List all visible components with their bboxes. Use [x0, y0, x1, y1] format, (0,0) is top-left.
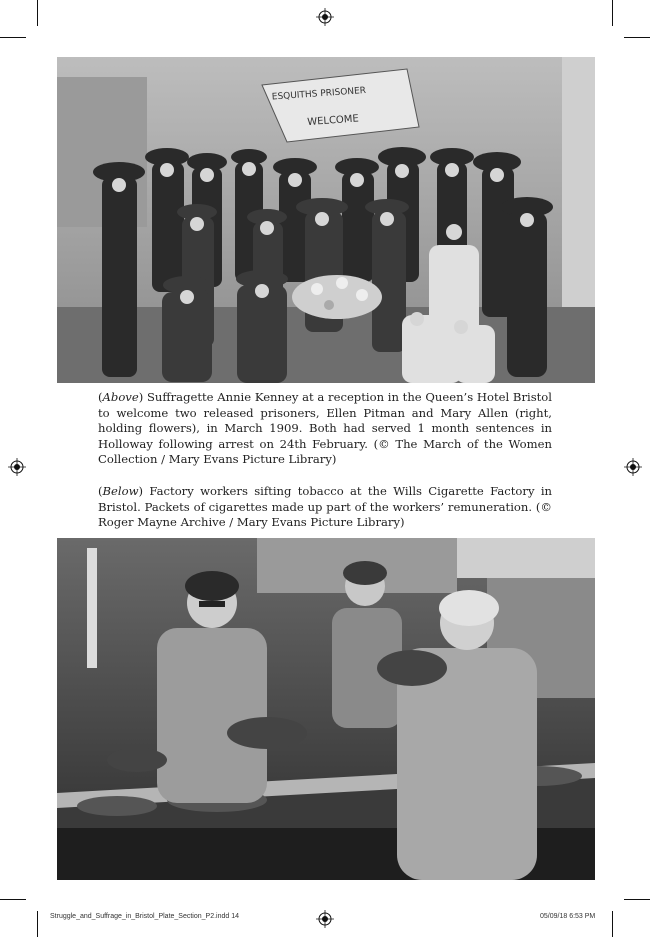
caption-above-text: Suffragette Annie Kenney at a reception in the Queen’s Hotel Bristol to welcome two released prisoners, Ellen Pitman and Mary Allen (right, holding flowers), in March 1909. Both had served 1 month sentences in Holloway following arrest on 24th February. (© The March of the Women Collection / Mary Evans Picture Library): [98, 390, 552, 467]
flower-bouquet: [292, 275, 382, 319]
slug-filename: Struggle_and_Suffrage_in_Bristol_Plate_Section_P2.indd 14: [50, 913, 240, 920]
caption-above: (Above) Suffragette Annie Kenney at a reception in the Queen’s Hotel Bristol to welcome two released prisoners, Ellen Pitman and Mary Allen (right, holding flowers), in March 1909. Both had served 1 month sentences in Holloway following arrest on 24th February. (© The March of the Women Collection / Mary Evans Picture Library): [98, 390, 552, 467]
registration-mark-left: [8, 458, 26, 476]
registration-mark-top: [316, 8, 334, 26]
caption-above-lead: Above: [102, 390, 139, 404]
caption-below: (Below) Factory workers sifting tobacco at the Wills Cigarette Factory in Bristol. Packets of cigarettes made up part of the workers’ remuneration. (© Roger Mayne Archive / Mary Evans Picture Library): [98, 484, 552, 530]
registration-mark-bottom: [316, 910, 334, 928]
caption-below-lead: Below: [102, 484, 139, 498]
banner-line-2: WELCOME: [306, 113, 360, 129]
slug-datetime: 05/09/18 6:53 PM: [540, 913, 596, 920]
registration-mark-right: [624, 458, 642, 476]
photo-suffragette-reception: [57, 57, 595, 383]
caption-below-text: Factory workers sifting tobacco at the Wills Cigarette Factory in Bristol. Packets of cigarettes made up part of the workers’ remuneration. (© Roger Mayne Archive / Mary Evans Picture Library): [98, 484, 552, 530]
banner-line-1: ESQUITHS PRISONER: [271, 85, 367, 103]
photo-tobacco-factory: [57, 538, 595, 880]
